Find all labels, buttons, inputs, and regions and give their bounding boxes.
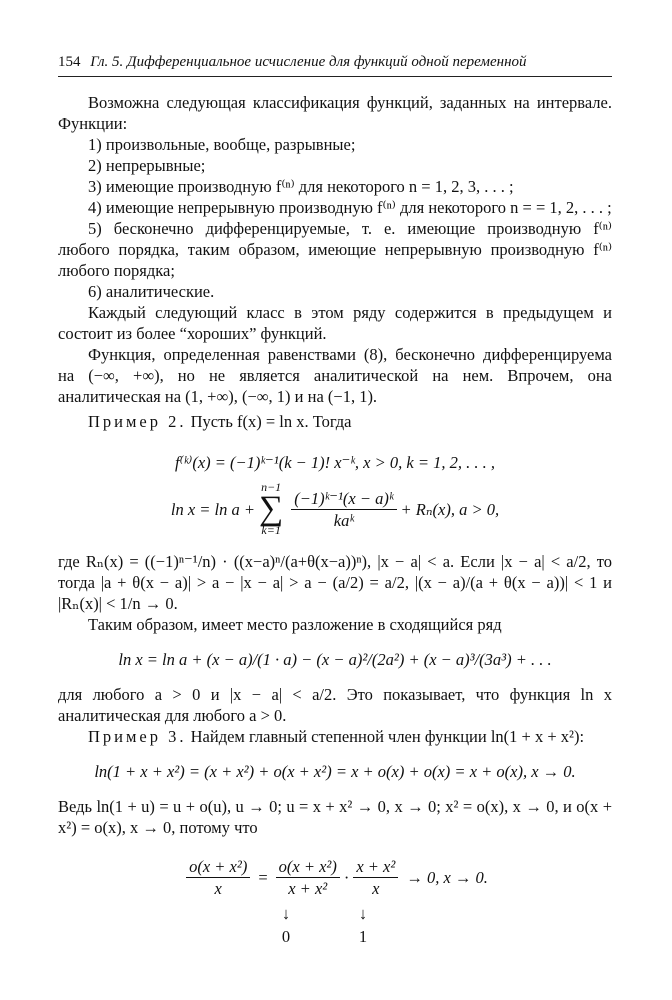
- example-2: [58, 411, 612, 432]
- sum-lower-limit: k=1: [261, 523, 281, 537]
- taylor-denominator: kaᵏ: [333, 510, 354, 530]
- fraction-3-numerator: x + x²: [353, 856, 398, 878]
- paragraph-function-defined: Функция, определенная равенствами (8), бесконечно дифференцируема на (−∞, +∞), но не является аналитической на нем. Впрочем, она аналитическая на (1, +∞), (−∞, 1) и на (−1, 1).: [58, 345, 612, 406]
- running-header: [58, 52, 612, 77]
- list-item: 3) имеющие производную f⁽ⁿ⁾ для некоторого n = 1, 2, 3, . . . ;: [88, 177, 514, 196]
- arrow-down-icon: ↓: [358, 904, 368, 923]
- list-item: 1) произвольные, вообще, разрывные;: [88, 135, 356, 154]
- limit-tail: → 0, x → 0.: [406, 868, 488, 887]
- sum-sign: [259, 481, 283, 537]
- fraction-1-denominator: x: [214, 879, 222, 898]
- example-3: [58, 726, 612, 747]
- limit-value-zero: 0: [281, 927, 291, 946]
- taylor-formula: [58, 481, 612, 537]
- taylor-fraction: [291, 488, 396, 531]
- list-item: 6) аналитические.: [88, 282, 215, 301]
- taylor-numerator: (−1)ᵏ⁻¹(x − a)ᵏ: [291, 488, 396, 510]
- running-title: Гл. 5. Дифференциальное исчисление для функций одной переменной: [90, 54, 527, 70]
- limit-values: [58, 926, 612, 947]
- example-2-text: Пусть f(x) = ln x. Тогда: [190, 412, 352, 431]
- example-2-label: Пример 2.: [88, 412, 187, 431]
- page-number: 154: [58, 54, 81, 70]
- fraction-2-denominator: x + x²: [288, 879, 328, 898]
- derivative-formula: f⁽ᵏ⁾(x) = (−1)ᵏ⁻¹(k − 1)! x⁻ᵏ, x > 0, k = 1, 2, . . . ,: [175, 453, 495, 472]
- fraction-1-numerator: o(x + x²): [186, 856, 250, 878]
- equals-sign: =: [258, 868, 268, 887]
- example-3-text: Найдем главный степенной член функции ln(1 + x + x²):: [190, 727, 585, 746]
- list-item: 4) имеющие непрерывную производную f⁽ⁿ⁾ для некоторого n = = 1, 2, . . . ;: [88, 198, 612, 217]
- fraction-2-numerator: o(x + x²): [276, 856, 340, 878]
- paragraph-since: Ведь ln(1 + u) = u + o(u), u → 0; u = x + x² → 0, x → 0; x² = o(x), x → 0, и o(x + x²) = o(x), x → 0, потому что: [58, 797, 612, 837]
- paragraph-intro: Возможна следующая классификация функций, заданных на интервале. Функции:: [58, 93, 612, 133]
- arrow-down-icon: ↓: [281, 904, 291, 923]
- paragraph-each-class: Каждый следующий класс в этом ряду содержится в предыдущем и состоит из более “хороших” функций.: [58, 303, 612, 343]
- list-item: 5) бесконечно дифференцируемые, т. е. имеющие производную f⁽ⁿ⁾ любого порядка, таким образом, имеющие непрерывную производную f⁽ⁿ⁾ любого порядка;: [58, 219, 612, 280]
- paragraph-thus: Таким образом, имеет место разложение в сходящийся ряд: [88, 615, 502, 634]
- fraction-1: [186, 856, 250, 899]
- ln-expansion-formula: ln(1 + x + x²) = (x + x²) + o(x + x²) = x + o(x) + o(x) = x + o(x), x → 0.: [94, 762, 576, 781]
- fraction-2: [276, 856, 340, 899]
- list-item: 2) непрерывные;: [88, 156, 206, 175]
- multiply-dot: ·: [343, 868, 350, 887]
- limit-value-one: 1: [358, 927, 368, 946]
- taylor-lhs: ln x = ln a +: [170, 499, 255, 519]
- book-page: [58, 0, 612, 1000]
- taylor-rhs: + Rₙ(x), a > 0,: [400, 499, 500, 519]
- sum-upper-limit: n−1: [261, 480, 282, 494]
- sigma-symbol: ∑: [259, 490, 284, 527]
- limit-formula: [58, 856, 612, 899]
- example-3-label: Пример 3.: [88, 727, 187, 746]
- fraction-3-denominator: x: [372, 879, 380, 898]
- paragraph-remainder: где Rₙ(x) = ((−1)ⁿ⁻¹/n) · ((x−a)ⁿ/(a+θ(x−a))ⁿ), |x − a| < a. Если |x − a| < a/2, то тогда |a + θ(x − a)| > a − |x − a| > a − (a/2) = a/2, |(x − a)/(a + θ(x − a))| < 1 и |Rₙ(x)| < 1/n → 0.: [58, 552, 612, 613]
- paragraph-for-any: для любого a > 0 и |x − a| < a/2. Это показывает, что функция ln x аналитическая для любого a > 0.: [58, 685, 612, 725]
- page-body: [58, 92, 612, 947]
- series-formula: ln x = ln a + (x − a)/(1 · a) − (x − a)²/(2a²) + (x − a)³/(3a³) + . . .: [118, 650, 552, 669]
- limit-arrows: [58, 903, 612, 924]
- fraction-3: [353, 856, 398, 899]
